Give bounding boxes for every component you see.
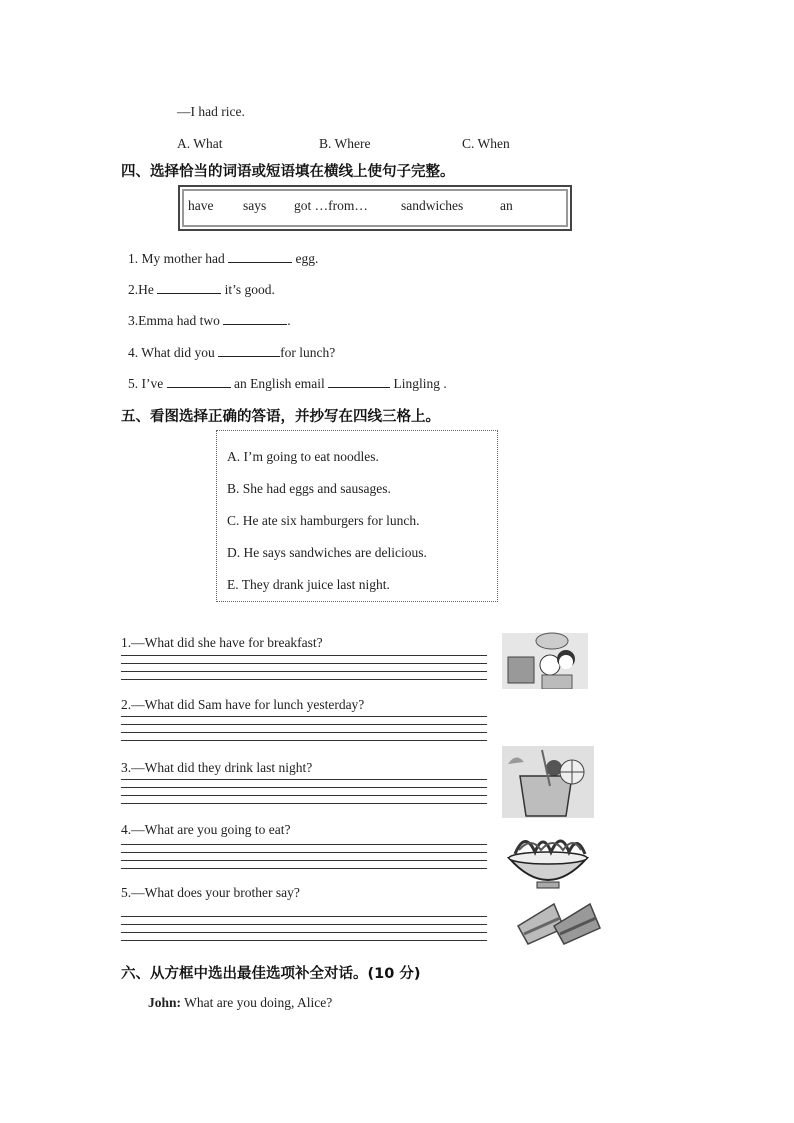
- question-3: 3.—What did they drink last night?: [121, 760, 313, 775]
- question-4: 4.—What are you going to eat?: [121, 822, 291, 837]
- word-bank-item: sandwiches: [401, 198, 464, 213]
- answer-line: —I had rice.: [177, 104, 245, 119]
- option-b[interactable]: B. Where: [319, 136, 371, 151]
- blank-4[interactable]: [218, 344, 280, 357]
- blank-2[interactable]: [157, 281, 221, 294]
- answer-option-e: E. They drank juice last night.: [227, 577, 390, 592]
- question-2: 2.—What did Sam have for lunch yesterday?: [121, 697, 365, 712]
- answer-option-c: C. He ate six hamburgers for lunch.: [227, 513, 420, 528]
- writing-lines-1[interactable]: [121, 655, 487, 687]
- section6-heading: 六、从方框中选出最佳选项补全对话。(10 分): [121, 966, 421, 982]
- writing-lines-2[interactable]: [121, 716, 487, 748]
- breakfast-picture: [502, 627, 588, 689]
- word-bank-item: have: [188, 198, 214, 213]
- blank-3[interactable]: [223, 312, 287, 325]
- fill-item-1: 1. My mother had egg.: [128, 251, 319, 266]
- word-bank: [178, 185, 572, 231]
- word-bank-item: an: [500, 198, 513, 213]
- fill-item-4: 4. What did you for lunch?: [128, 345, 336, 360]
- word-bank-item: says: [243, 198, 267, 213]
- writing-lines-4[interactable]: [121, 844, 487, 876]
- blank-5a[interactable]: [167, 375, 231, 388]
- fill-item-5: 5. I’ve an English email Lingling .: [128, 376, 447, 391]
- section5-heading: 五、看图选择正确的答语，并抄写在四线三格上。: [121, 409, 440, 425]
- question-1: 1.—What did she have for breakfast?: [121, 635, 323, 650]
- dialogue-line: [148, 995, 332, 1011]
- juice-picture: [502, 746, 594, 818]
- answer-option-a: A. I’m going to eat noodles.: [227, 449, 379, 464]
- fill-item-2: 2.He it’s good.: [128, 282, 275, 297]
- option-c[interactable]: C. When: [462, 136, 510, 151]
- option-a[interactable]: A. What: [177, 136, 223, 151]
- section4-heading: 四、选择恰当的词语或短语填在横线上使句子完整。: [121, 164, 455, 180]
- speaker-label: John:: [148, 995, 182, 1010]
- sandwich-picture: [514, 898, 602, 948]
- word-bank-item: got …from…: [294, 198, 368, 213]
- writing-lines-3[interactable]: [121, 779, 487, 811]
- answer-options-box: [216, 430, 498, 602]
- noodles-picture: [505, 828, 591, 892]
- answer-option-b: B. She had eggs and sausages.: [227, 481, 391, 496]
- fill-item-3: 3.Emma had two .: [128, 313, 291, 328]
- dialogue-text: What are you doing, Alice?: [184, 995, 333, 1010]
- blank-1[interactable]: [228, 250, 292, 263]
- writing-lines-5[interactable]: [121, 916, 487, 948]
- answer-option-d: D. He says sandwiches are delicious.: [227, 545, 427, 560]
- blank-5b[interactable]: [328, 375, 390, 388]
- question-5: 5.—What does your brother say?: [121, 885, 300, 900]
